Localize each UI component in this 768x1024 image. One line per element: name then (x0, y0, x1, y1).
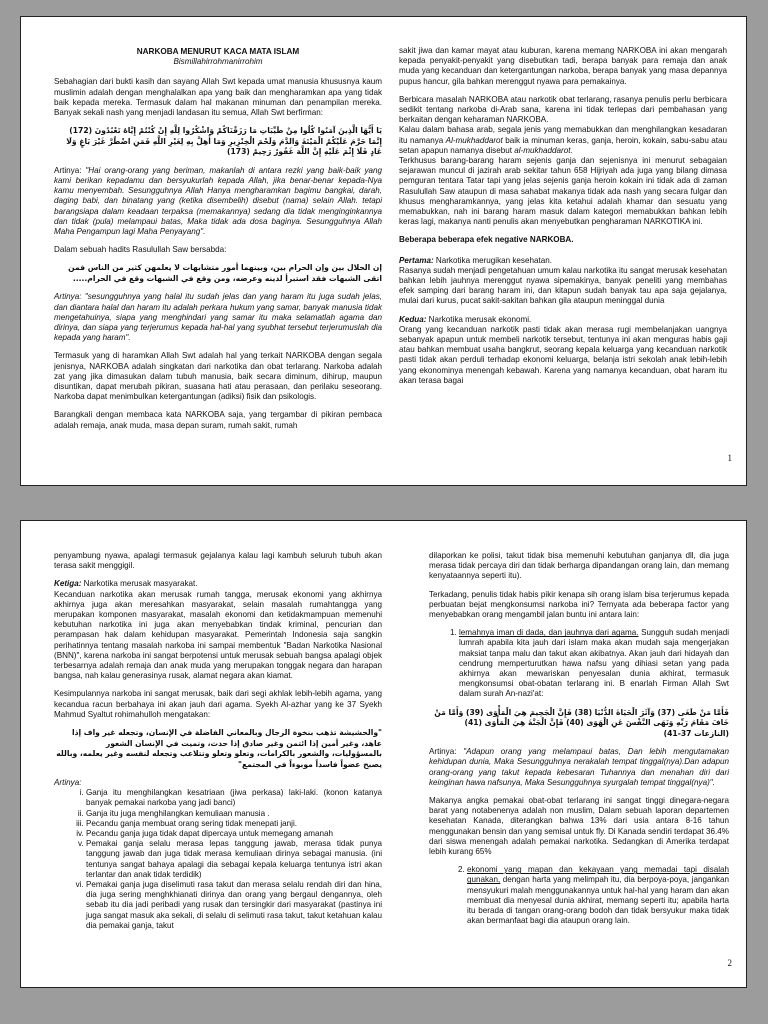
paragraph: Sebahagian dari bukti kasih dan sayang Allah Swt kepada umat manusia khususnya kaum muslimin adalah dengan menghalalkan apa yang baik dan mengharamkan apa yang tidak baik kepada mereka. Termasuk dalam hal makanan minuman dan penampilan mereka. Banyak sekali nash yang menjadi landasan itu semua, Allah Swt berfirman: (54, 77, 382, 118)
factors-list-continued (429, 865, 729, 926)
paragraph: dilaporkan ke polisi, takut tidak bisa memenuhi kebutuhan ganjanya dll, dia juga merasa tidak percaya diri dan tidak berharga dipandangan orang lain, dan memang kenyataannya seperti itu). (429, 551, 729, 581)
arabic-verse: يَا أَيُّهَا الَّذِينَ آمَنُوا كُلُوا مِنْ طَيِّبَاتِ مَا رَزَقْنَاكُمْ وَاشْكُرُوا لِلَّهِ إِنْ كُنْتُمْ إِيَّاهُ تَعْبُدُونَ (172) إِنَّمَا حَرَّمَ عَلَيْكُمُ الْمَيْتَةَ وَالدَّمَ وَلَحْمَ الْخِنْزِيرِ وَمَا أُهِلَّ بِهِ لِغَيْرِ اللَّهِ فَمَنِ اضْطُرَّ غَيْرَ بَاغٍ وَلَا عَادٍ فَلَا إِثْمَ عَلَيْهِ إِنَّ اللَّهَ غَفُورٌ رَحِيمٌ (173) (66, 126, 382, 157)
paragraph: Kecanduan narkotika akan merusak rumah tangga, merusak ekonomi yang akhirnya akhirnya juga akan meresahkan masyarakat, selain masalah rumahtangga yang merupakan komponen masyarakat, masalah ekonomi dan ketidakmampuan memenuhi kebutuhan narkotika ini juga akan menyebabkan tindak kriminal, pencurian dan perampasan hak dalam kehidupan masyarakat. Pemerintah Indonesia saja sangkin perihatinnya tentang masalah narkoba ini sampai membentuk "Badan Narkotika Nasional (BNN)", karena narkoba ini sangat berpotensi untuk merusak sebuah bangsa apalagi objek terbesarnya adalah remaja dan anak muda yang merupakan tonggak negara dan harapan bangsa, nah kalau generasinya rusak, alamat negara akan kiamat. (54, 589, 382, 681)
list-item: 1. lemahnya iman di dada, dan jauhnya dari agama. Sungguh sudah menjadi lumrah apabila kita jauh dari islam maka akan mudah saja mengerjakan maksiat tanpa malu dan takut akan akibatnya. Akan jauh dari hidayah dan cendrung memperturutkan hawa nafsu yang dihiasi setan yang pada akhirnya akan mewariskan penyesalan dunia akhirat, termasuk mengkonsumsi obat-obatan terlarang ini. B enarlah Firman Allah Swt dalam surah An-nazi'at: (459, 628, 729, 699)
paragraph: Rasanya sudah menjadi pengetahuan umum kalau narkotika itu sangat merusak kesehatan bahkan lebih jauhnya merenggut nyawa sipemakinya, banyak peneliti yang membahas efek samping dari barang haram ini, dan kitapun sudah banyak tau apa saja gejalanya, mulai dari kurus, pucat sakit-sakitan bahkan gila ataupun meninggal dunia (399, 265, 728, 306)
list-item: iv. Pecandu ganja juga tidak dapat dipercaya untuk memegang amanah (86, 829, 382, 839)
effects-list (54, 788, 382, 931)
document-title: NARKOBA MENURUT KACA MATA ISLAM (136, 47, 300, 56)
document-page-2 (20, 520, 747, 988)
paragraph: Berbicara masalah NARKOBA atau narkotik obat terlarang, rasanya penulis perlu berbicara sedikit tentang narkoba di-Arab sana, karena ini tidak terlepas dari pembahasan yang berkaitan dengan keharaman NARKOBA. (399, 94, 727, 125)
artinya-label: Artinya: (54, 292, 82, 302)
translation-paragraph (54, 166, 382, 237)
artinya-label: Artinya: (54, 778, 82, 788)
translation-paragraph: Artinya: "Adapun orang yang melampaui batas, Dan lebih mengutamakan kehidupan dunia, Maka Sesungguhnya nerakalah tempat tinggal(nya).Dan adapun orang-orang yang takut kepada kebesaran Tuhannya dan menahan diri dari keinginan hawa nafsunya, Maka Sesungguhnya syurgalah tempat tinggal(nya)". (429, 747, 730, 787)
section-heading: Beberapa beberapa efek negative NARKOBA. (399, 235, 574, 245)
factors-list (429, 628, 729, 699)
paragraph: Barangkali dengan membaca kata NARKOBA saja, yang tergambar di pikiran pembaca adalah remaja, anak muda, masa depan suram, rumah sakit, rumah (54, 410, 382, 430)
arabic-verse: فَأَمَّا مَنْ طَغَى (37) وَآثَرَ الْحَيَاةَ الدُّنْيَا (38) فَإِنَّ الْجَحِيمَ هِيَ الْمَأْوَى (39) وَأَمَّا مَنْ خَافَ مَقَامَ رَبِّهِ وَنَهَى النَّفْسَ عَنِ الْهَوَى (40) فَإِنَّ الْجَنَّةَ هِيَ الْمَأْوَى (41) (النازعات 37-41) (434, 707, 729, 738)
translation-text: "sesungguhnya yang halal itu sudah jelas dan yang haram itu juga sudah jelas, dan diantara halal dan haram itu adalah perkara hukum yang samar, banyak manusia tidak mengetahuinya, siapa yang menghindari yang samar itu maka selamatlah agama dan dirinya, dan siapa yang terjerumus kepada hal-hal yang syubhat tersebut terjerumuslah dia kepada yang haram". (54, 292, 383, 343)
document-subtitle: Bismillahirrohmanirrohim (173, 57, 263, 67)
list-item: vi. Pemakai ganja juga diselimuti rasa takut dan merasa selalu rendah diri dan hina, dia juga sering menghkhianati dirinya dan orang yang bergaul dengannya, oleh sebab itu dia jadi peribadi yang rusak dan tersingkir dari masyarakat (pastinya ini juga sangat masuk aka sekali, di selalu di selimuti rasa takut, takut ketahuan kalau dia pemakai ganja, takut (86, 880, 382, 931)
list-item: v. Pemakai ganja selalu merasa lepas tanggung jawab, merasa tidak punya tanggung jawab dan juga tidak merasa kemuliaan dirinya sebagai manusia. (ini tentunya sangat bahaya apalagi dia sebagai kepala keluarga tentunya istri akan terlantar dan anak tidak terdidik) (86, 839, 382, 880)
list-item: ii. Ganja itu juga menghilangkan kemuliaan manusia . (86, 809, 382, 819)
page-number: 1 (727, 453, 732, 463)
page2-left-column (54, 551, 382, 937)
list-item: iii. Pecandu ganja membuat orang sering tidak menepati janji. (86, 819, 382, 829)
paragraph: Termasuk yang di haramkan Allah Swt adalah hal yang terkait NARKOBA dengan segala jenisnya, NARKOBA adalah singkatan dari narkotika dan obat terlarang. Narkoba adalah zat yang jika dimasukan dalam tubuh manusia, baik secara diminum, dihirup, maupun disuntikan, dapat merubah pikiran, suasana hati atau perasaan, dan perilaku seseorang. Narkoba dapat menimbulkan ketergantungan (adiksi) fisik dan psikologis. (54, 351, 382, 402)
paragraph: Makanya angka pemakai obat-obat terlarang ini sangat tinggi dinegara-negara barat yang notabenenya adalah non muslim, Dalam sebuah laporan departemen kesehatan Kanada, diterangkan bahwa 13% dari usia antara 8-16 tahun menggunakan bensin dan yang semisal untuk fly. Di Kanada sendiri terdapat 36.4% dari siswa menengah adalah pemakai narkotika. Sedangkan di Amerika terdapat lebih kurang 65% (429, 795, 729, 856)
point-heading: Kedua: Narkotika merusak ekonomi. (399, 314, 532, 324)
arabic-hadith: إن الحلال بين وإن الحرام بين، وبينهما أمور متشابهات لا يعلمهن كثير من الناس فمن اتقى الشبهات فقد استبرأ لدينه وعرضه، ومن وقع في الشبهات وقع في الحرام..... (68, 263, 382, 283)
paragraph: sakit jiwa dan kamar mayat atau kuburan, karena memang NARKOBA ini akan mengarah kepada penyakit-penyakit yang disebutkan tadi, berapa banyak para remaja dan anak muda yang kecanduan dan ketergantungan narkoba, berapa banyak yang masa depannya pupus hancur, gila bahkan merenggut nyawa para pemakainya. (399, 46, 727, 86)
page-number: 2 (727, 958, 732, 968)
translation-text: "Hai orang-orang yang beriman, makanlah di antara rezki yang baik-baik yang kami berikan kepadamu dan bersyukurlah kepada Allah, jika benar-benar kepada-Nya kamu menyembah. Sesungguhnya Allah Hanya mengharamkan bagimu bangkai, darah, daging babi, dan binatang yang (ketika disembelih) disebut (nama) selain Allah. tetapi barangsiapa dalam keadaan terpaksa (memakannya) sedang dia tidak menginginkannya dan tidak (pula) melampaui batas, Maka tidak ada dosa baginya. Sesungguhnya Allah Maha Pengampun lagi Maha Penyayang". (54, 165, 382, 236)
paragraph: Kesimpulannya narkoba ini sangat merusak, baik dari segi akhlak lebih-lebih agama, yang kecandua racun berbahaya ini akan jauh dari agama. Syekh Al-azhar yang ke 37 Syekh Mahmud Syaltut rohimahulloh mengatakan: (54, 689, 382, 719)
paragraph: Dalam sebuah hadits Rasulullah Saw bersabda: (54, 245, 227, 255)
paragraph: Terkhusus barang-barang haram sejenis ganja dan sejenisnya ini menurut sebagaian sejarawan muncul di jazirah arab sekitar tahun 658 Hijriyah ada juga yang bilang dimasa pemguran tentara Tatar tapi yang jelas sejenis ganja heroin kokain ini tidak ada di zaman Rasulullah Saw ataupun di masa sahabat makanya tidak ada nash yang secara fulgar dan khusus mengharamkannya, yang jelas kita ketahui adalah khamar dan sesuatu yang memabukkan, nah ini barang haram masuk dalam kategori memabukkan bahkan lebih keras lagi, makanya nanti penulis akan menyebutkan pengharaman NARKOTIKA ini. (399, 156, 727, 227)
list-item: 2. ekonomi yang mapan dan kekayaan yang memadai tapi disalah gunakan, dengan harta yang melimpah itu, dia berpoya-poya, jangankan mensyukuri malah menggunakannya untuk hal-hal yang haram dan akan membuat dia menyesal dunia akhirat, memang seperti itu; apabila harta itu berada di tangan orang-orang bodoh dan tidak bersyukur maka tidak akan bermanfaat bagi dia ataupun orang lain. (467, 865, 729, 926)
point-heading: Ketiga: Narkotika merusak masyarakat. (54, 579, 198, 589)
document-page-1 (20, 16, 747, 486)
page1-left-column (54, 47, 382, 439)
artinya-label: Artinya: (54, 165, 82, 175)
list-item: i. Ganja itu menghilangkan kesatriaan (jiwa perkasa) laki-laki. (konon katanya banyak pemakai narkoba yang jadi banci) (86, 788, 382, 808)
point-heading: Pertama: Narkotika merugikan kesehatan. (399, 255, 552, 265)
page2-right-column (429, 551, 729, 934)
arabic-quote: "والحشيشة تذهب بنخوة الرجال وبالمعاني الفاضلة في الإنسان، وتجعله غير واف إذا عاهد، وغير أمين إذا ائتمن وغير صادق إذا حدث، وتميت في الإنسان الشعور بالمسؤوليات، والشعور بالكرامات، وتعلو وتعلو وتتلاعب وتجعله لنفسه وغير يعلمه، وبالله يصبح عضواً فاسداً موبوءاً في المجتمع" (56, 728, 382, 769)
translation-paragraph (54, 292, 382, 343)
paragraph: Terkadang, penulis tidak habis pikir kenapa sih orang islam bisa terjerumus kepada perbuatan bejat mengkonsumsi narkoba ini? Ternyata ada beberapa factor yang menyebabkan orang mengambil jalan buntu ini antara lain: (429, 589, 729, 620)
paragraph: penyambung nyawa, apalagi termasuk gejalanya kalau lagi kambuh seluruh tubuh akan terasa sakit menggigil. (54, 551, 382, 571)
paragraph: Kalau dalam bahasa arab, segala jenis yang memabukkan dan menghilangkan kesadaran itu namanya Al-mukhaddarot baik ia minuman keras, ganja, heroin, kokain, sabu-sabu atau setan apapun namanya disebut al-mukhaddarot. (399, 125, 727, 155)
paragraph: Orang yang kecanduan narkotik pasti tidak akan merasa rugi membelanjakan uangnya sebanyak apapun untuk membeli narkotik tersebut, tentunya ini akan menguras habis gaji atau bahkan membuat usaha bangkrut, seorang kepala keluarga yang kecanduan narkotik pasti tidak akan perduli terhadap ekonomi keluarga, belanja istri sekolah anak lebih-lebih yang ekonominya menengah kebawah. Karena yang namanya kecanduan, obat haram itu akan terasa bagai (399, 324, 727, 385)
page1-right-column (399, 46, 727, 394)
